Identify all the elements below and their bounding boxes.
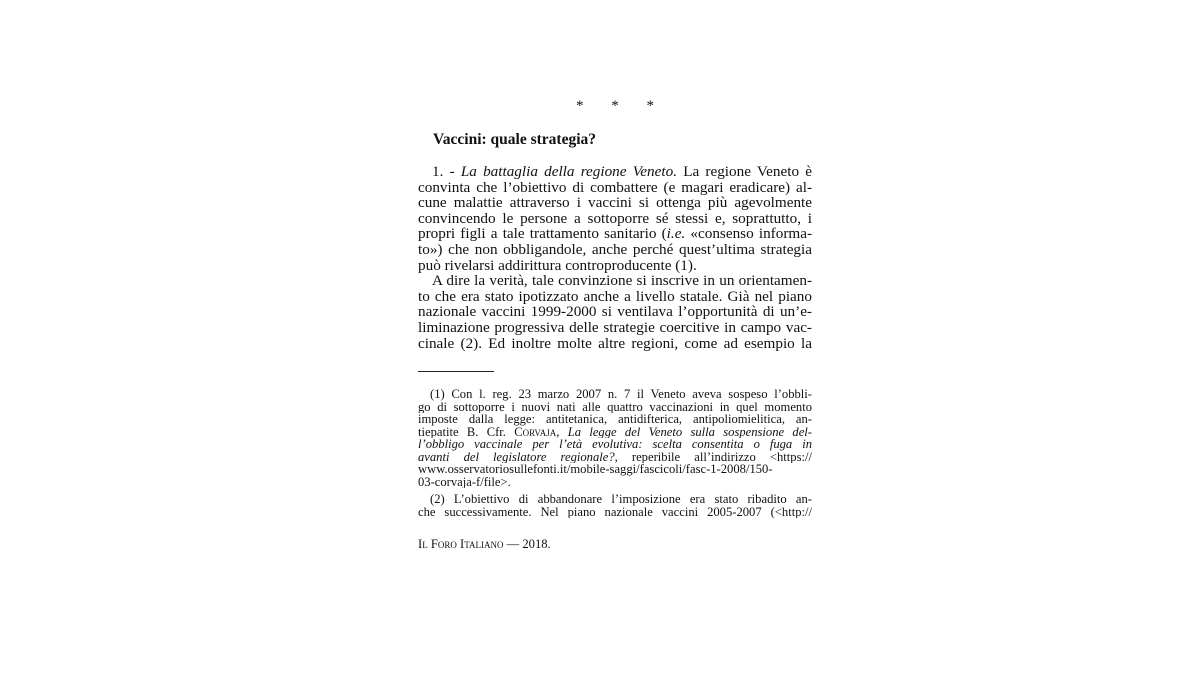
body-text-fragment: «consenso informa- (685, 226, 812, 242)
body-line: A dire la verità, tale convinzione si inscrive in un orientamen- (432, 273, 812, 289)
footnote-line: (1) Con l. reg. 23 marzo 2007 n. 7 il Veneto aveva sospeso l’obbli- (430, 388, 812, 401)
running-footer: Il Foro Italiano — 2018. (418, 537, 551, 551)
body-text (418, 164, 812, 351)
footnote-text-fragment: , (556, 425, 568, 438)
footnote-line (418, 438, 812, 451)
footnote-line (418, 451, 812, 464)
footnote-title-italic: l’obbligo vaccinale per l’età evolutiva: scelta consentita o fuga in (418, 438, 812, 451)
footnote-line: www.osservatoriosullefonti.it/mobile-saggi/fascicoli/fasc-1-2008/150- (418, 463, 773, 476)
footnote-line: (2) L’obiettivo di abbandonare l’imposizione era stato ribadito an- (430, 493, 812, 506)
footnote-line: imposte dalla legge: antitetanica, antidifterica, antipoliomielitica, an- (418, 413, 812, 426)
footnote-line: go di sottoporre i nuovi nati alle quattro vaccinazioni in quel momento (418, 400, 812, 413)
body-text-fragment: propri figli a tale trattamento sanitario ( (418, 226, 667, 242)
body-line (418, 226, 812, 242)
footnote-author: Corvaja (514, 425, 557, 438)
body-line: cinale (2). Ed inoltre molte altre regioni, come ad esempio la (418, 335, 812, 352)
body-line: convinta che l’obiettivo di combattere (e magari eradicare) al- (418, 179, 812, 196)
body-line: liminazione progressiva delle strategie coercitive in campo vac- (418, 319, 812, 336)
body-text-italic: i.e. (666, 226, 686, 242)
body-line: nazionale vaccini 1999-2000 si ventilava l’opportunità di un’e- (418, 304, 812, 320)
section-title: Vaccini: quale strategia? (433, 131, 597, 148)
section-separator: * * * (576, 98, 666, 114)
paragraph-number: 1. - (432, 164, 461, 180)
body-line: cune malattie attraverso i vaccini si ottenga più agevolmente (418, 195, 812, 211)
body-line: può rivelarsi addirittura controproducente (1). (418, 257, 697, 274)
body-text-fragment: La regione Veneto è (677, 164, 812, 180)
body-line (418, 164, 812, 180)
footnote-line: 03-corvaja-f/file>. (418, 475, 511, 488)
footnote-text-fragment: , reperibile all’indirizzo <https:// (614, 450, 812, 463)
footnote-text-fragment: tiepatite B. Cfr. (418, 425, 515, 438)
paragraph-heading: La battaglia della regione Veneto. (460, 164, 677, 180)
body-line: to») che non obbligandole, anche perché quest’ultima strategia (418, 241, 812, 258)
body-line: to che era stato ipotizzato anche a livello statale. Già nel piano (418, 288, 812, 305)
footnote-separator-rule (418, 371, 494, 372)
footnotes (418, 388, 812, 518)
footnote-title-italic: avanti del legislatore regionale? (418, 450, 615, 463)
body-line: convincendo le persone a sottoporre sé stessi e, soprattutto, i (418, 210, 812, 227)
footnote-title-italic: La legge del Veneto sulla sospensione del- (567, 425, 812, 438)
footnote-line (418, 426, 812, 439)
footnote-line: che successivamente. Nel piano nazionale vaccini 2005-2007 (<http:// (418, 505, 812, 518)
